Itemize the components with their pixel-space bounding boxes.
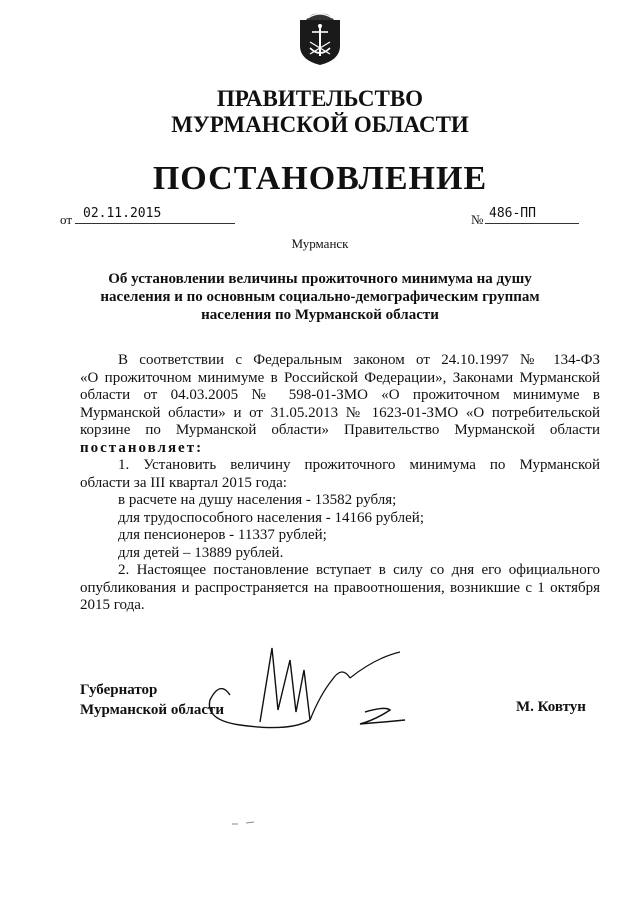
document-date: 02.11.2015	[75, 206, 235, 224]
position-line: Губернатор	[80, 682, 158, 698]
item2-line: опубликования и распространяется на правоотношения, возникшие с 1 октября	[80, 579, 600, 596]
position-line: Мурманской области	[80, 702, 225, 718]
coat-of-arms-icon	[298, 12, 342, 66]
value-line: для детей – 13889 рублей.	[118, 544, 284, 561]
item1-line: области за III квартал 2015 года:	[80, 474, 287, 491]
item2-line: 2. Настоящее постановление вступает в силу со дня его официального	[118, 562, 600, 578]
title-line: Об установлении величины прожиточного минимума на душу	[108, 271, 532, 287]
preamble-line: области от 04.03.2005 № 598-01-ЗМО «О прожиточном минимуме в	[80, 387, 600, 403]
value-line: для пенсионеров - 11337 рублей;	[118, 527, 327, 543]
number-prefix: №	[471, 212, 484, 227]
preamble-line: Мурманской области» и от 31.05.2013 № 1623-01-ЗМО «О потребительской	[80, 404, 600, 421]
date-prefix: от	[60, 212, 73, 227]
preamble-line: «О прожиточном минимуме в Российской Федерации», Законами Мурманской	[80, 369, 600, 386]
signatory-name: М. Ковтун	[516, 699, 586, 715]
document-title	[80, 270, 560, 324]
value-line: в расчете на душу населения - 13582 рубля;	[118, 492, 397, 508]
item2-line: 2015 года.	[80, 597, 145, 613]
preamble-line: В соответствии с Федеральным законом от 24.10.1997 № 134-ФЗ	[118, 352, 600, 368]
scan-mark	[232, 820, 272, 826]
city: Мурманск	[291, 236, 349, 251]
decree-word: постановляет:	[80, 439, 204, 456]
registration-row	[60, 206, 580, 228]
item1-line: 1. Установить величину прожиточного минимума по Мурманской	[118, 457, 600, 473]
title-line: населения по Мурманской области	[201, 307, 439, 323]
preamble-line: корзине по Мурманской области» Правительство Мурманской области	[80, 422, 600, 438]
org-name-line1: ПРАВИТЕЛЬСТВО	[216, 86, 424, 111]
document-type: ПОСТАНОВЛЕНИЕ	[152, 160, 488, 197]
document-body	[80, 352, 600, 615]
handwritten-signature	[200, 640, 420, 735]
value-line: для трудоспособного населения - 14166 рублей;	[118, 509, 424, 526]
document-number: 486-ПП	[485, 206, 579, 224]
title-line: населения и по основным социально-демографическим группам	[100, 289, 540, 305]
org-name-line2: МУРМАНСКОЙ ОБЛАСТИ	[171, 112, 469, 137]
